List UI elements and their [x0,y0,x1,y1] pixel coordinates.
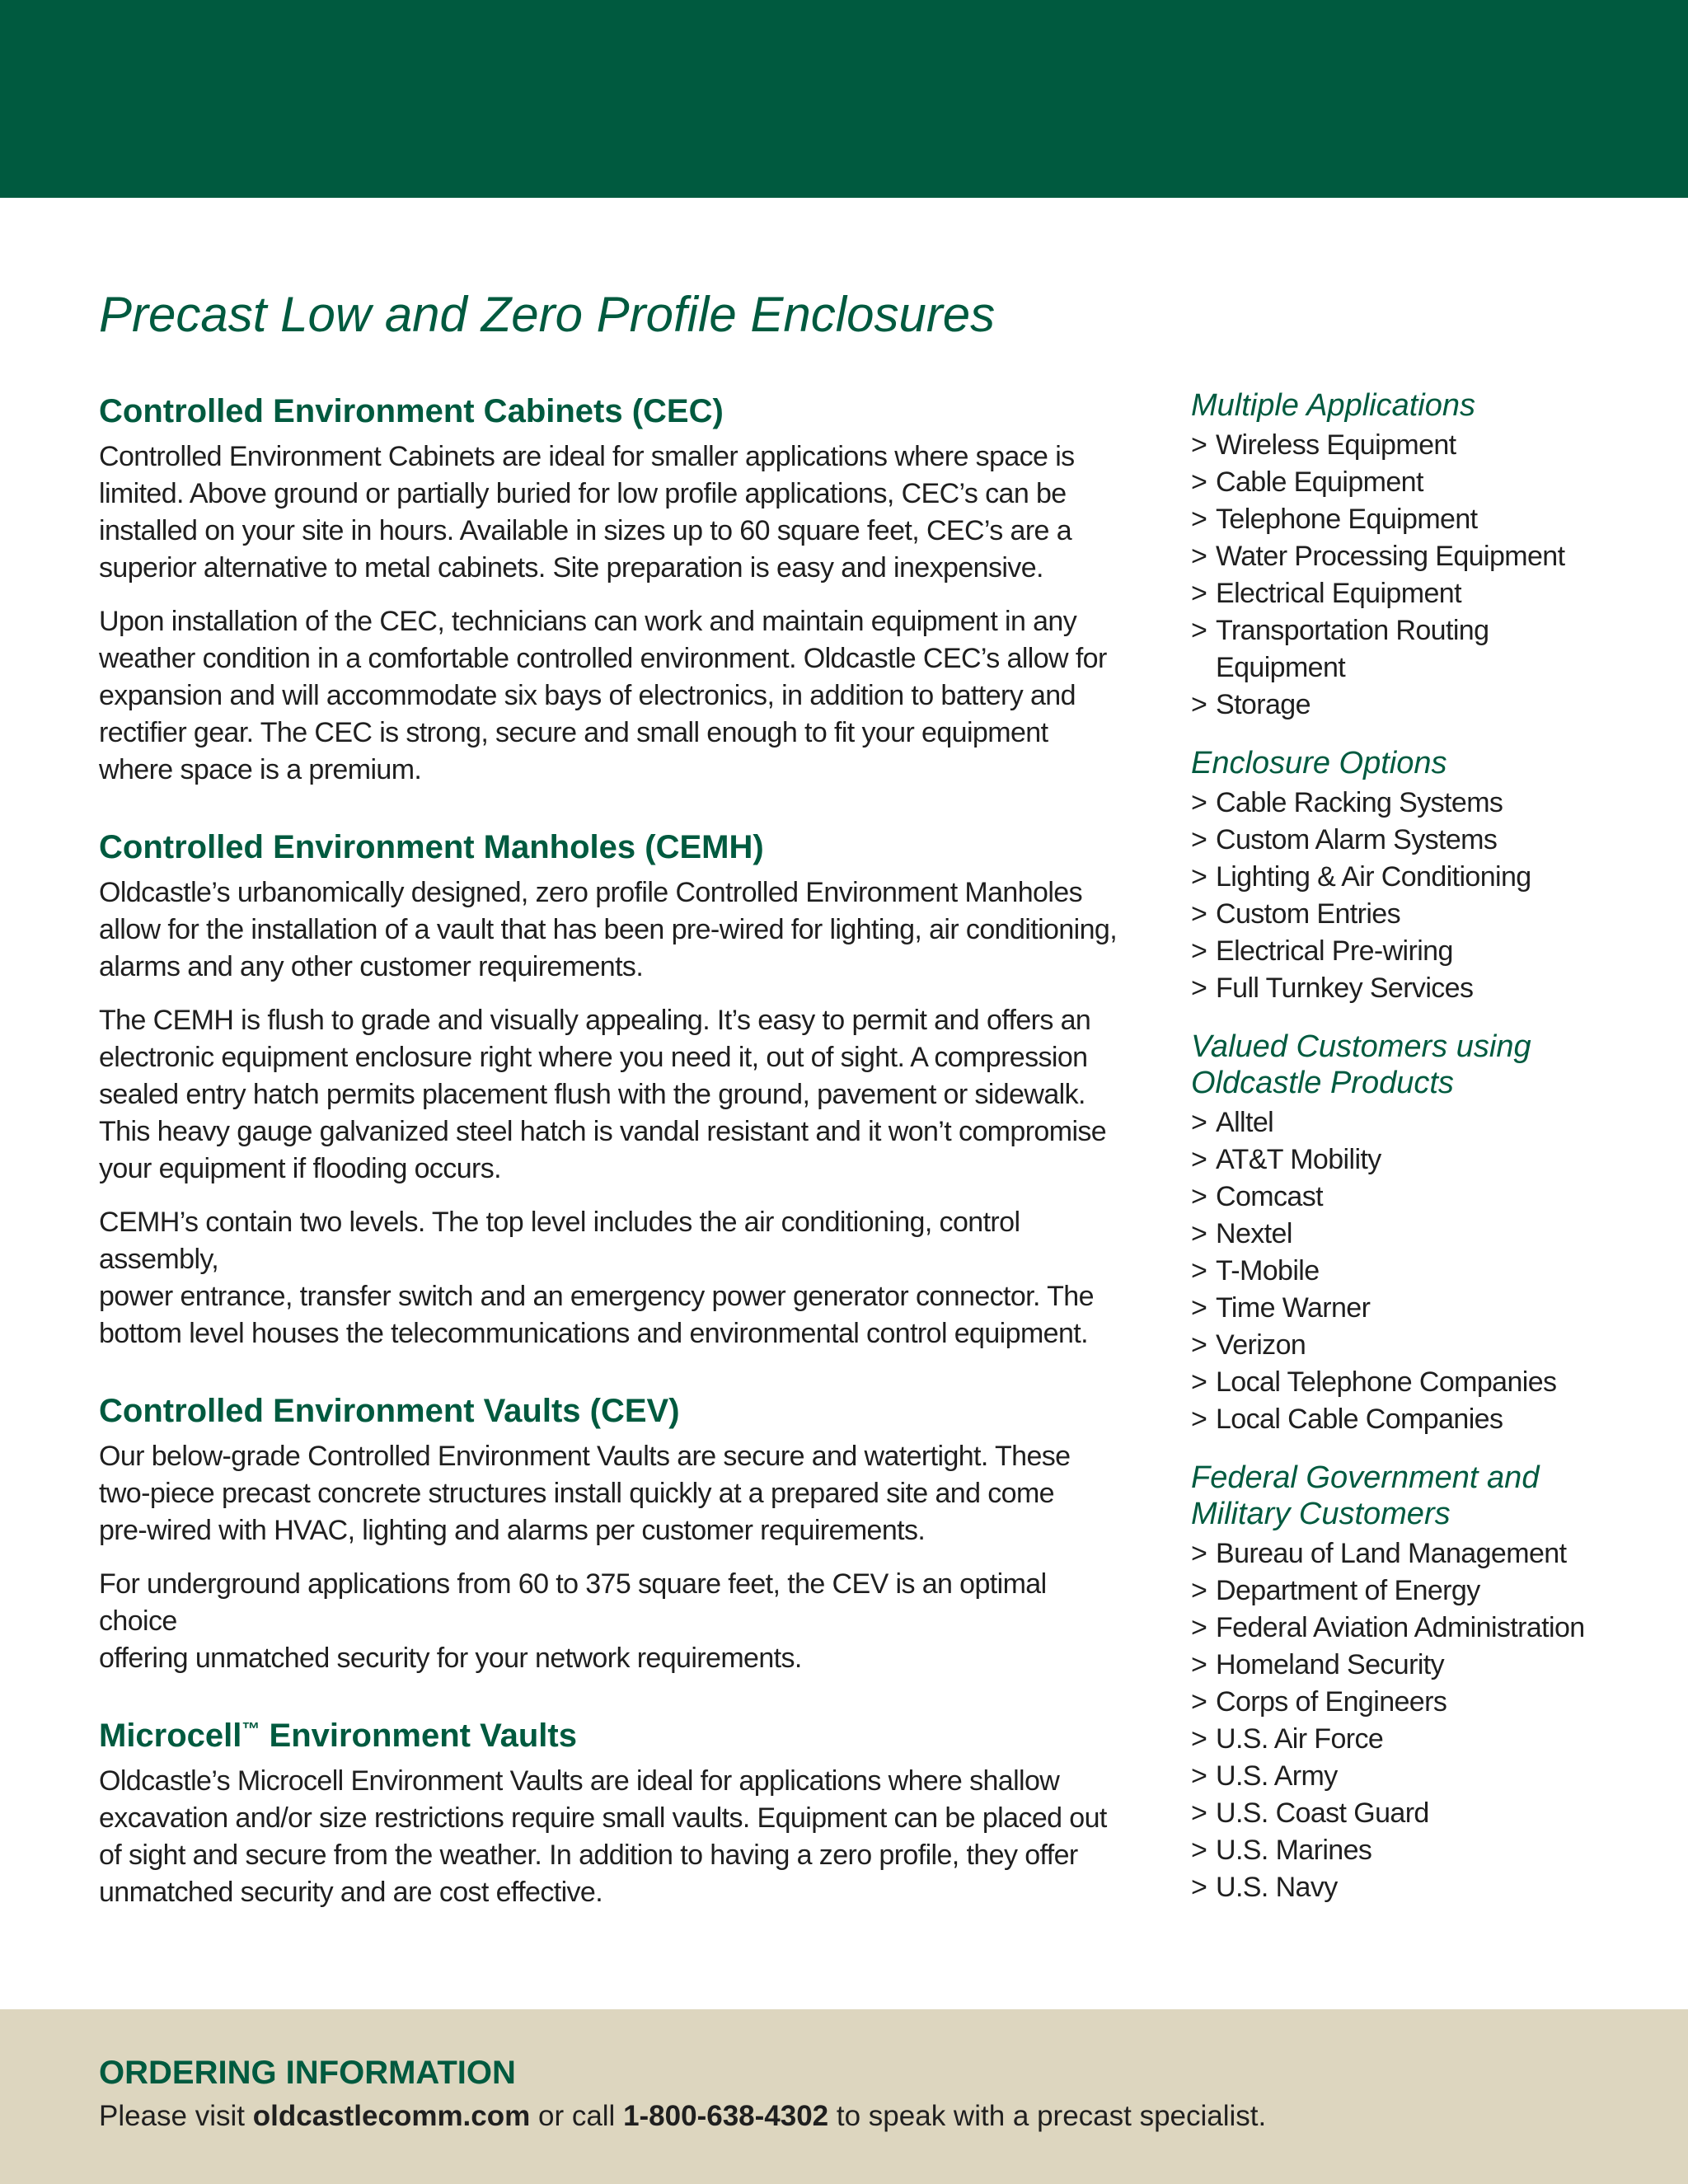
list-item-label: U.S. Navy [1216,1872,1338,1903]
list-item-label: Wireless Equipment [1216,429,1456,461]
list-item [1191,1179,1669,1216]
paragraph: CEMH’s contain two levels. The top level includes the air conditioning, control assembly, power entrance, transfer switch and an emergency power generator connector. The bottom level houses the telecommunications and environmental control equipment. [99,1207,1094,1349]
list-item-label: Verizon [1216,1329,1306,1361]
chevron-icon: > [1191,1538,1207,1569]
paragraph: Oldcastle’s urbanomically designed, zero profile Controlled Environment Manholes allow for the installation of a vault that has been pre-wired for lighting, air conditioning, alarms and any other customer requirements. [99,877,1118,982]
list-item-label: Alltel [1216,1107,1274,1138]
sidebar-heading: Multiple Applications [1191,388,1475,423]
list-item-label: Nextel [1216,1218,1292,1249]
list-item-label: Local Telephone Companies [1216,1366,1557,1398]
list-item [1191,464,1669,501]
sidebar-group-federal [1191,1460,1669,1906]
paragraph: The CEMH is flush to grade and visually appealing. It’s easy to permit and offers an electronic equipment enclosure right where you need it, out of sight. A compression sealed entry hatch permits placement flush with the ground, pavement or sidewalk. This heavy gauge galvanized steel hatch is vandal resistant and it won’t compromise your equipment if flooding occurs. [99,1005,1107,1184]
chevron-icon: > [1191,541,1207,572]
main-content [99,387,1129,1946]
chevron-icon: > [1191,787,1207,818]
section-heading: Controlled Environment Vaults (CEV) [99,1393,680,1429]
chevron-icon: > [1191,935,1207,967]
list-item-label: U.S. Air Force [1216,1723,1384,1755]
paragraph: Our below-grade Controlled Environment Vaults are secure and watertight. These two-piece precast concrete structures install quickly at a prepared site and come pre-wired with HVAC, lighting and alarms per customer requirements. [99,1441,1071,1546]
list-item-label: Transportation Routing Equipment [1216,615,1489,683]
list-item-label: Electrical Equipment [1216,578,1461,609]
sidebar-group-customers [1191,1029,1669,1438]
list-item-label: Cable Equipment [1216,466,1423,498]
list-item [1191,1535,1669,1572]
sidebar-heading: Enclosure Options [1191,746,1447,780]
sidebar-list [1191,1104,1669,1438]
list-item-label: Comcast [1216,1181,1323,1212]
paragraph: Oldcastle’s Microcell Environment Vaults are ideal for applications where shallow excavation and/or size restrictions require small vaults. Equipment can be placed out of sight and secure from the weather. In addition to having a zero profile, they offer unmatched security and are cost effective. [99,1765,1107,1908]
chevron-icon: > [1191,1366,1207,1398]
list-item-label: Department of Energy [1216,1575,1480,1606]
list-item [1191,575,1669,612]
list-item [1191,501,1669,538]
list-item-label: Federal Aviation Administration [1216,1612,1585,1643]
list-item [1191,1364,1669,1401]
chevron-icon: > [1191,972,1207,1004]
list-item-label: Storage [1216,689,1311,720]
chevron-icon: > [1191,861,1207,893]
list-item [1191,1141,1669,1179]
chevron-icon: > [1191,429,1207,461]
ordering-text-part: to speak with a precast specialist. [828,2100,1267,2132]
list-item [1191,538,1669,575]
chevron-icon: > [1191,1329,1207,1361]
chevron-icon: > [1191,1404,1207,1435]
list-item [1191,1610,1669,1647]
chevron-icon: > [1191,1255,1207,1286]
sidebar-list [1191,427,1669,724]
chevron-icon: > [1191,1107,1207,1138]
chevron-icon: > [1191,1218,1207,1249]
chevron-icon: > [1191,1292,1207,1324]
section-heading [99,1712,1129,1760]
header-band [0,0,1688,198]
paragraph: For underground applications from 60 to 375 square feet, the CEV is an optimal choice offering unmatched security for your network requirements. [99,1568,1047,1674]
list-item-label: Homeland Security [1216,1649,1445,1680]
sidebar-group-options [1191,745,1669,1007]
list-item-label: Full Turnkey Services [1216,972,1474,1004]
heading-text: Microcell [99,1718,242,1754]
list-item [1191,1795,1669,1832]
website-link[interactable]: oldcastlecomm.com [252,2100,531,2132]
list-item-label: U.S. Marines [1216,1835,1372,1866]
list-item [1191,687,1669,724]
list-item-label: Local Cable Companies [1216,1404,1503,1435]
ordering-heading: ORDERING INFORMATION [99,2055,516,2091]
chevron-icon: > [1191,1686,1207,1718]
chevron-icon: > [1191,1760,1207,1792]
list-item [1191,933,1669,970]
chevron-icon: > [1191,1144,1207,1175]
chevron-icon: > [1191,824,1207,855]
list-item-label: Lighting & Air Conditioning [1216,861,1531,893]
list-item [1191,1572,1669,1610]
list-item-label: T-Mobile [1216,1255,1320,1286]
list-item-label: U.S. Coast Guard [1216,1797,1429,1829]
list-item [1191,1327,1669,1364]
chevron-icon: > [1191,1872,1207,1903]
list-item [1191,970,1669,1007]
section-cec [99,387,1129,789]
list-item [1191,1721,1669,1758]
list-item [1191,822,1669,859]
chevron-icon: > [1191,1649,1207,1680]
chevron-icon: > [1191,578,1207,609]
list-item-label: Custom Alarm Systems [1216,824,1498,855]
list-item-label: Cable Racking Systems [1216,787,1503,818]
list-item [1191,859,1669,896]
section-heading: Controlled Environment Cabinets (CEC) [99,393,724,429]
page-title: Precast Low and Zero Profile Enclosures [99,287,996,342]
list-item [1191,1869,1669,1906]
chevron-icon: > [1191,1612,1207,1643]
chevron-icon: > [1191,1723,1207,1755]
list-item [1191,612,1669,687]
heading-text: Environment Vaults [260,1718,577,1754]
list-item-label: Telephone Equipment [1216,504,1478,535]
chevron-icon: > [1191,1181,1207,1212]
list-item [1191,1647,1669,1684]
list-item-label: Electrical Pre-wiring [1216,935,1453,967]
paragraph: Upon installation of the CEC, technicians can work and maintain equipment in any weather condition in a comfortable controlled environment. Oldcastle CEC’s allow for expansion and will accommodate six bays of electronics, in addition to battery and rectifier gear. The CEC is strong, secure and small enough to fit your equipment where space is a premium. [99,606,1107,785]
chevron-icon: > [1191,1835,1207,1866]
ordering-text-part: Please visit [99,2100,253,2132]
chevron-icon: > [1191,898,1207,930]
list-item-label: Bureau of Land Management [1216,1538,1567,1569]
sidebar-list [1191,785,1669,1007]
ordering-text-part: or call [530,2100,624,2132]
chevron-icon: > [1191,1797,1207,1829]
ordering-text [99,2097,1266,2136]
list-item [1191,1401,1669,1438]
list-item [1191,896,1669,933]
list-item-label: AT&T Mobility [1216,1144,1381,1175]
list-item [1191,785,1669,822]
list-item-label: Water Processing Equipment [1216,541,1565,572]
chevron-icon: > [1191,1575,1207,1606]
list-item [1191,1832,1669,1869]
section-heading: Controlled Environment Manholes (CEMH) [99,829,764,865]
list-item [1191,1104,1669,1141]
list-item [1191,427,1669,464]
paragraph: Controlled Environment Cabinets are ideal for smaller applications where space is limited. Above ground or partially buried for low profile applications, CEC’s can be installed on your site in hours. Available in sizes up to 60 square feet, CEC’s are a superior alternative to metal cabinets. Site preparation is easy and inexpensive. [99,441,1075,583]
section-cemh [99,823,1129,1352]
list-item-label: Corps of Engineers [1216,1686,1447,1718]
chevron-icon: > [1191,689,1207,720]
sidebar [1191,387,1669,1928]
list-item [1191,1758,1669,1795]
list-item [1191,1290,1669,1327]
section-microcell [99,1712,1129,1911]
list-item-label: U.S. Army [1216,1760,1338,1792]
list-item [1191,1684,1669,1721]
chevron-icon: > [1191,615,1207,646]
list-item-label: Custom Entries [1216,898,1401,930]
trademark-symbol: ™ [241,1718,260,1739]
sidebar-list [1191,1535,1669,1906]
sidebar-group-applications [1191,387,1669,724]
sidebar-heading: Valued Customers using Oldcastle Products [1191,1029,1531,1100]
phone-number[interactable]: 1-800-638-4302 [623,2100,829,2132]
list-item-label: Time Warner [1216,1292,1371,1324]
list-item [1191,1253,1669,1290]
list-item [1191,1216,1669,1253]
sidebar-heading: Federal Government and Military Customers [1191,1460,1540,1531]
chevron-icon: > [1191,466,1207,498]
section-cev [99,1387,1129,1677]
chevron-icon: > [1191,504,1207,535]
